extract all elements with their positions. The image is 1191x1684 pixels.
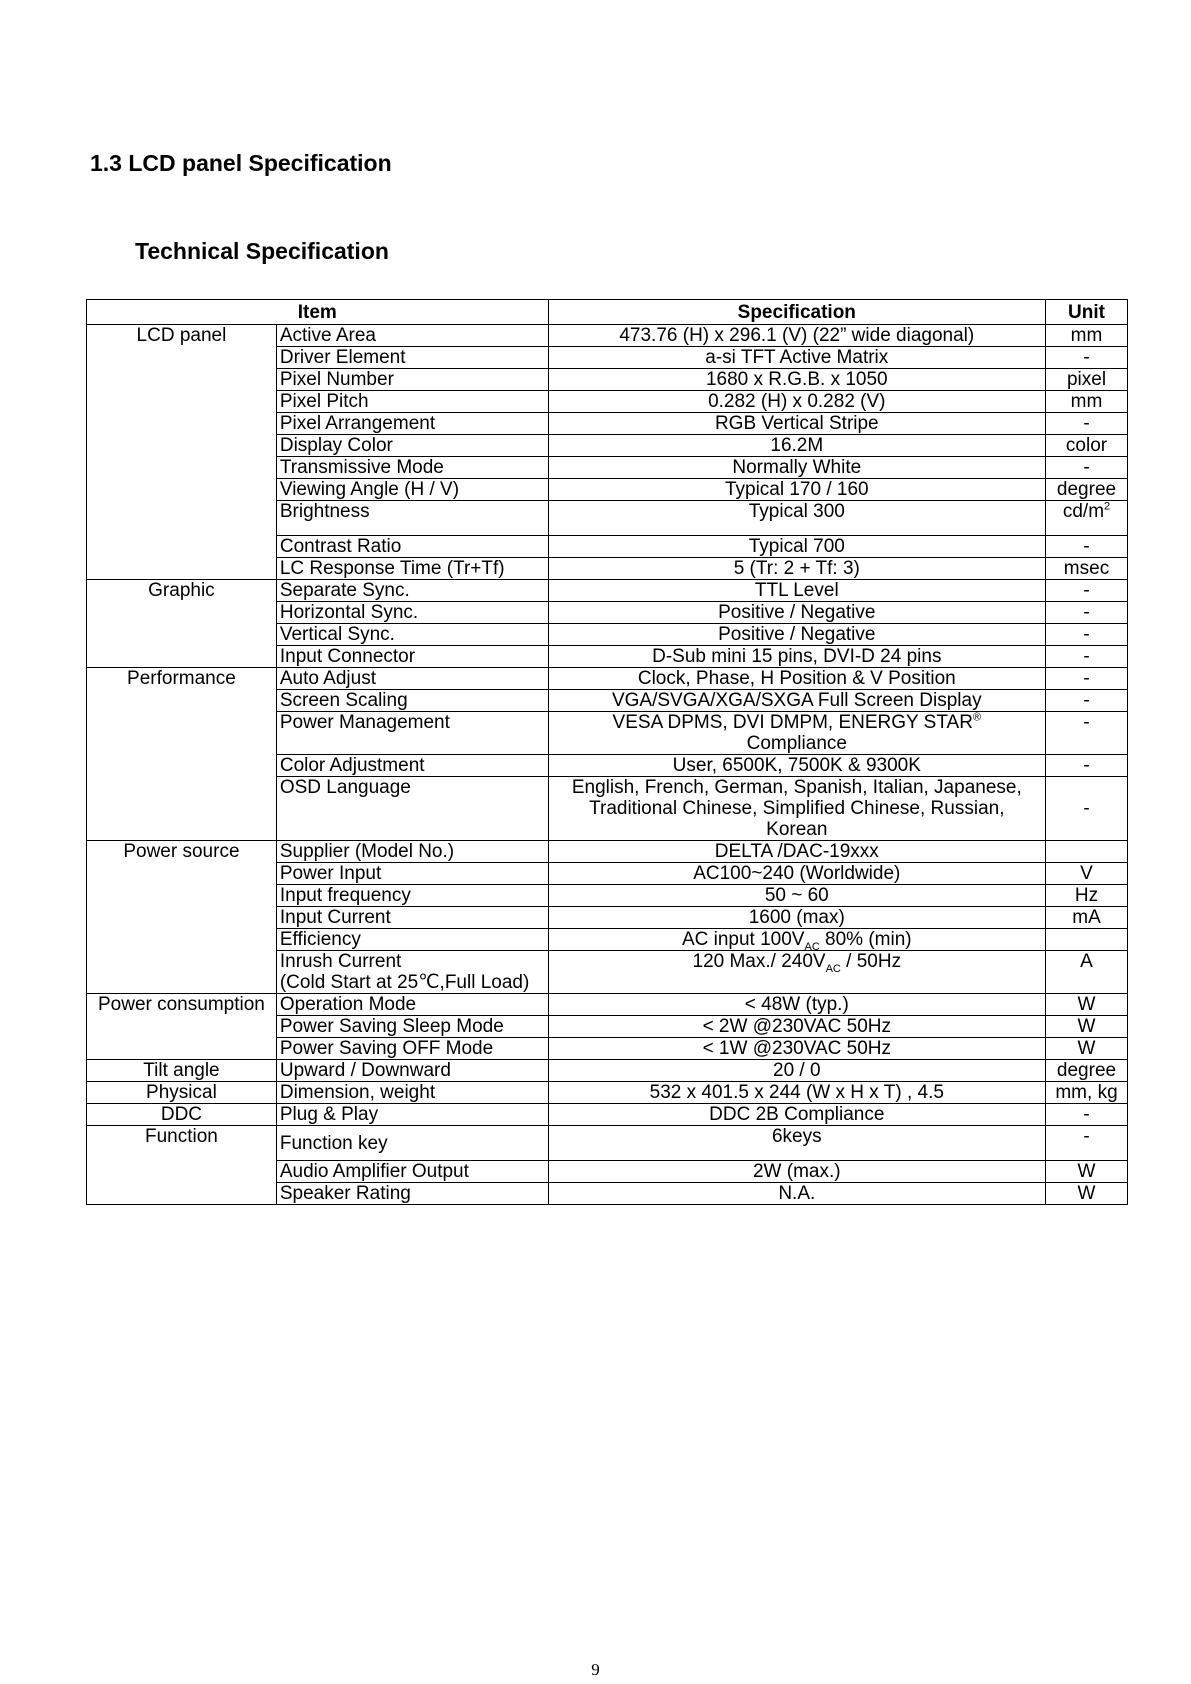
spec-text: / 50Hz xyxy=(840,951,902,972)
unit-cell: color xyxy=(1046,435,1128,457)
spec-cell: Positive / Negative xyxy=(548,602,1045,624)
item-cell: Function key xyxy=(276,1126,548,1161)
item-line: Inrush Current xyxy=(279,951,402,972)
page-number: 9 xyxy=(591,1660,600,1679)
unit-cell: - xyxy=(1046,624,1128,646)
item-cell: OSD Language xyxy=(276,777,548,841)
spec-cell xyxy=(548,951,1045,994)
unit-cell: - xyxy=(1046,413,1128,435)
spec-cell: a-si TFT Active Matrix xyxy=(548,347,1045,369)
unit-cell: W xyxy=(1046,1016,1128,1038)
spec-cell: Typical 170 / 160 xyxy=(548,479,1045,501)
item-cell: Color Adjustment xyxy=(276,755,548,777)
unit-cell: W xyxy=(1046,1038,1128,1060)
spec-subscript: AC xyxy=(804,940,820,953)
item-cell: Auto Adjust xyxy=(276,668,548,690)
spec-cell: 2W (max.) xyxy=(548,1161,1045,1183)
unit-cell: W xyxy=(1046,1183,1128,1205)
spec-line: Traditional Chinese, Simplified Chinese, Russian, xyxy=(589,798,1005,819)
spec-cell: 5 (Tr: 2 + Tf: 3) xyxy=(548,558,1045,580)
item-cell: Viewing Angle (H / V) xyxy=(276,479,548,501)
spec-text: 120 Max./ 240V xyxy=(692,951,826,972)
table-row xyxy=(87,325,1128,347)
spec-cell: Normally White xyxy=(548,457,1045,479)
spec-cell: < 48W (typ.) xyxy=(548,994,1045,1016)
item-cell: Upward / Downward xyxy=(276,1060,548,1082)
unit-superscript: 2 xyxy=(1104,500,1111,513)
item-cell: LC Response Time (Tr+Tf) xyxy=(276,558,548,580)
unit-cell: A xyxy=(1046,951,1128,994)
spec-cell: < 2W @230VAC 50Hz xyxy=(548,1016,1045,1038)
spec-cell xyxy=(548,777,1045,841)
item-cell: Active Area xyxy=(276,325,548,347)
spec-cell: 20 / 0 xyxy=(548,1060,1045,1082)
spec-cell: DDC 2B Compliance xyxy=(548,1104,1045,1126)
header-row xyxy=(87,300,1128,325)
spec-cell: Positive / Negative xyxy=(548,624,1045,646)
item-cell xyxy=(276,951,548,994)
item-cell: Transmissive Mode xyxy=(276,457,548,479)
spec-cell: D-Sub mini 15 pins, DVI-D 24 pins xyxy=(548,646,1045,668)
unit-cell: mm, kg xyxy=(1046,1082,1128,1104)
spec-cell: 16.2M xyxy=(548,435,1045,457)
table-row xyxy=(87,1104,1128,1126)
spec-cell: RGB Vertical Stripe xyxy=(548,413,1045,435)
group-tilt-angle: Tilt angle xyxy=(87,1060,277,1082)
unit-cell: - xyxy=(1046,668,1128,690)
spec-cell: < 1W @230VAC 50Hz xyxy=(548,1038,1045,1060)
spec-cell: Typical 700 xyxy=(548,536,1045,558)
registered-mark: ® xyxy=(972,711,982,724)
item-cell: Display Color xyxy=(276,435,548,457)
spec-cell: 6keys xyxy=(548,1126,1045,1161)
subheading: Technical Specification xyxy=(135,238,389,264)
item-cell: Power Management xyxy=(276,712,548,755)
unit-cell xyxy=(1046,929,1128,951)
spec-line: VESA DPMS, DVI DMPM, ENERGY STAR xyxy=(612,712,973,733)
unit-cell: pixel xyxy=(1046,369,1128,391)
group-function: Function xyxy=(87,1126,277,1205)
spec-cell: TTL Level xyxy=(548,580,1045,602)
unit-text: cd/m xyxy=(1062,501,1105,522)
unit-cell: msec xyxy=(1046,558,1128,580)
item-cell: Screen Scaling xyxy=(276,690,548,712)
item-cell: Speaker Rating xyxy=(276,1183,548,1205)
item-cell: Dimension, weight xyxy=(276,1082,548,1104)
unit-cell: W xyxy=(1046,994,1128,1016)
unit-cell: W xyxy=(1046,1161,1128,1183)
unit-cell: degree xyxy=(1046,479,1128,501)
unit-cell: - xyxy=(1046,602,1128,624)
unit-cell: degree xyxy=(1046,1060,1128,1082)
spec-text: AC input 100V xyxy=(681,929,805,950)
table-row xyxy=(87,668,1128,690)
item-line: (Cold Start at 25℃,Full Load) xyxy=(279,972,530,993)
spec-cell: VGA/SVGA/XGA/SXGA Full Screen Display xyxy=(548,690,1045,712)
header-item: Item xyxy=(87,300,549,325)
item-cell: Plug & Play xyxy=(276,1104,548,1126)
item-cell: Input frequency xyxy=(276,885,548,907)
item-cell: Horizontal Sync. xyxy=(276,602,548,624)
spec-cell: Clock, Phase, H Position & V Position xyxy=(548,668,1045,690)
header-unit: Unit xyxy=(1046,300,1128,325)
group-power-source: Power source xyxy=(87,841,277,994)
item-cell: Driver Element xyxy=(276,347,548,369)
spec-cell: 1680 x R.G.B. x 1050 xyxy=(548,369,1045,391)
unit-cell: - xyxy=(1046,536,1128,558)
spec-line: Compliance xyxy=(746,733,847,754)
spec-subscript: AC xyxy=(825,962,841,975)
spec-cell: User, 6500K, 7500K & 9300K xyxy=(548,755,1045,777)
table-row xyxy=(87,841,1128,863)
spec-cell: AC100~240 (Worldwide) xyxy=(548,863,1045,885)
table-row xyxy=(87,994,1128,1016)
unit-cell: mm xyxy=(1046,325,1128,347)
unit-cell: - xyxy=(1046,347,1128,369)
unit-cell: - xyxy=(1046,755,1128,777)
section-title: LCD panel Specification xyxy=(128,150,392,176)
table-row xyxy=(87,1060,1128,1082)
group-graphic: Graphic xyxy=(87,580,277,668)
item-cell: Power Input xyxy=(276,863,548,885)
spec-cell xyxy=(548,929,1045,951)
header-spec: Specification xyxy=(548,300,1045,325)
spec-cell: 50 ~ 60 xyxy=(548,885,1045,907)
item-cell: Input Current xyxy=(276,907,548,929)
spec-cell xyxy=(548,712,1045,755)
group-lcd-panel: LCD panel xyxy=(87,325,277,580)
table-row xyxy=(87,1126,1128,1161)
spec-cell: 1600 (max) xyxy=(548,907,1045,929)
spec-cell: N.A. xyxy=(548,1183,1045,1205)
section-number: 1.3 xyxy=(90,150,122,176)
unit-cell: mm xyxy=(1046,391,1128,413)
unit-cell: - xyxy=(1046,712,1128,755)
spec-cell: 532 x 401.5 x 244 (W x H x T) , 4.5 xyxy=(548,1082,1045,1104)
group-performance: Performance xyxy=(87,668,277,841)
unit-cell: - xyxy=(1046,777,1128,841)
item-cell: Pixel Pitch xyxy=(276,391,548,413)
spec-table xyxy=(86,299,1128,1205)
group-power-consumption: Power consumption xyxy=(87,994,277,1060)
unit-cell: - xyxy=(1046,1126,1128,1161)
item-cell: Operation Mode xyxy=(276,994,548,1016)
unit-cell: - xyxy=(1046,646,1128,668)
item-cell: Separate Sync. xyxy=(276,580,548,602)
group-ddc: DDC xyxy=(87,1104,277,1126)
spec-line: English, French, German, Spanish, Italian, Japanese, xyxy=(571,777,1022,798)
item-cell: Power Saving Sleep Mode xyxy=(276,1016,548,1038)
unit-cell: V xyxy=(1046,863,1128,885)
spec-cell: 0.282 (H) x 0.282 (V) xyxy=(548,391,1045,413)
spec-cell: 473.76 (H) x 296.1 (V) (22” wide diagonal) xyxy=(548,325,1045,347)
unit-cell: - xyxy=(1046,690,1128,712)
table-row xyxy=(87,580,1128,602)
unit-cell: - xyxy=(1046,1104,1128,1126)
item-cell: Contrast Ratio xyxy=(276,536,548,558)
section-heading xyxy=(90,150,392,177)
spec-cell: Typical 300 xyxy=(548,501,1045,536)
item-cell: Supplier (Model No.) xyxy=(276,841,548,863)
spec-text: 80% (min) xyxy=(819,929,912,950)
unit-cell xyxy=(1046,501,1128,536)
item-cell: Power Saving OFF Mode xyxy=(276,1038,548,1060)
group-physical: Physical xyxy=(87,1082,277,1104)
spec-cell: DELTA /DAC-19xxx xyxy=(548,841,1045,863)
table-row xyxy=(87,1082,1128,1104)
item-cell: Brightness xyxy=(276,501,548,536)
item-cell: Vertical Sync. xyxy=(276,624,548,646)
item-cell: Input Connector xyxy=(276,646,548,668)
item-cell: Pixel Arrangement xyxy=(276,413,548,435)
unit-cell: - xyxy=(1046,580,1128,602)
item-cell: Efficiency xyxy=(276,929,548,951)
unit-cell: mA xyxy=(1046,907,1128,929)
unit-cell: Hz xyxy=(1046,885,1128,907)
unit-cell xyxy=(1046,841,1128,863)
item-cell: Audio Amplifier Output xyxy=(276,1161,548,1183)
item-cell: Pixel Number xyxy=(276,369,548,391)
unit-cell: - xyxy=(1046,457,1128,479)
spec-line: Korean xyxy=(766,819,828,840)
